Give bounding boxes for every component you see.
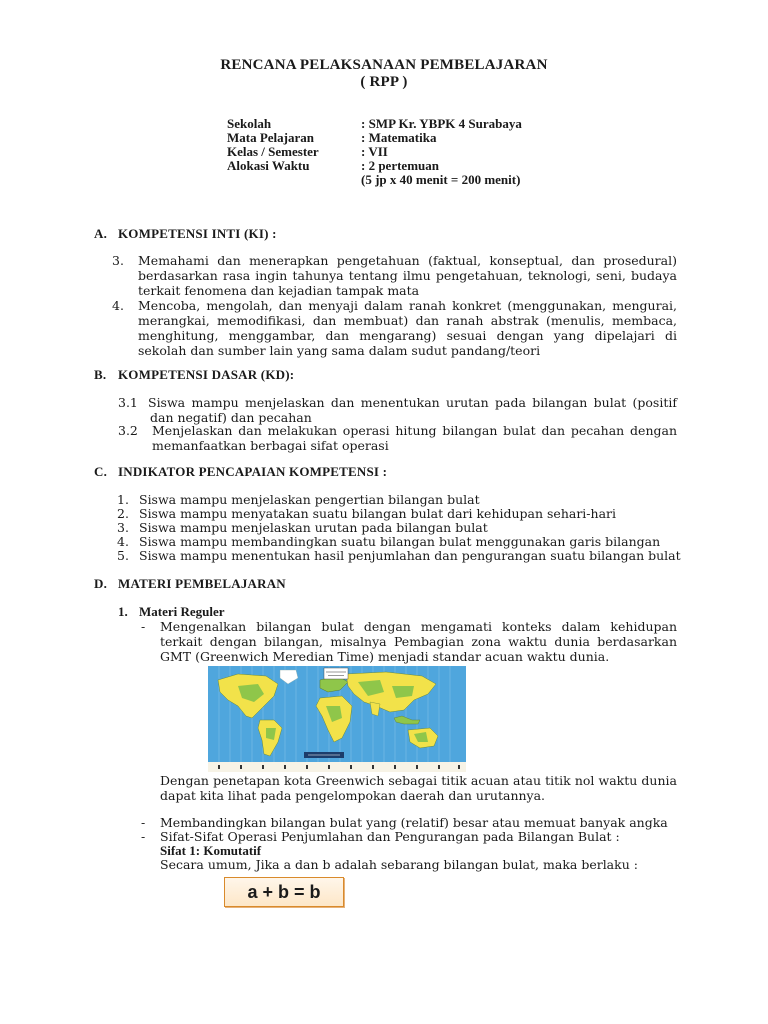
world-map-icon <box>208 666 466 772</box>
identity-value: : 2 pertemuan <box>361 158 439 173</box>
section-title: KOMPETENSI DASAR (KD): <box>118 367 295 382</box>
world-time-zone-map <box>208 666 466 772</box>
identity-value: : SMP Kr. YBPK 4 Surabaya <box>361 116 522 131</box>
indicator-text: Siswa mampu membandingkan suatu bilangan bulat menggunakan garis bilangan <box>139 534 661 549</box>
materi-bullet-text: Membandingkan bilangan bulat yang (relatif) besar atau memuat banyak angka <box>160 815 668 830</box>
ki-item-text: Mencoba, mengolah, dan menyaji dalam ranah konkret (menggunakan, mengurai, merangkai, memodifikasi, dan membuat) dan ranah abstrak (menulis, membaca, menghitung, menggambar, dan mengarang) sesuai dengan yang dipelajari di sekolah dan sumber lain yang sama dalam sudut pandang/teori <box>138 298 677 358</box>
document-title: RENCANA PELAKSANAAN PEMBELAJARAN <box>220 57 548 73</box>
bullet-dash: - <box>141 829 146 844</box>
section-title: INDIKATOR PENCAPAIAN KOMPETENSI : <box>118 464 388 479</box>
indicator-number: 1. <box>117 492 129 507</box>
bullet-dash: - <box>141 619 146 634</box>
map-caption: Dengan penetapan kota Greenwich sebagai titik acuan atau titik nol waktu dunia dapat kita lihat pada pengelompokan daerah dan urutannya. <box>160 773 677 803</box>
sifat-description: Secara umum, Jika a dan b adalah sebarang bilangan bulat, maka berlaku : <box>160 857 638 872</box>
section-a-heading <box>94 226 277 241</box>
indicator-text: Siswa mampu menjelaskan urutan pada bilangan bulat <box>139 520 488 535</box>
section-letter: A. <box>94 226 108 241</box>
materi-bullet-text: Mengenalkan bilangan bulat dengan mengamati konteks dalam kehidupan terkait dengan bilangan, misalnya Pembagian zona waktu dunia berdasarkan GMT (Greenwich Meredian Time) menjadi standar acuan waktu dunia. <box>160 619 677 664</box>
section-title: MATERI PEMBELAJARAN <box>118 576 286 591</box>
identity-value: (5 jp x 40 menit = 200 menit) <box>361 172 521 187</box>
indicator-text: Siswa mampu menentukan hasil penjumlahan dan pengurangan suatu bilangan bulat <box>139 548 681 563</box>
section-title: KOMPETENSI INTI (KI) : <box>118 226 277 241</box>
indicator-text: Siswa mampu menjelaskan pengertian bilangan bulat <box>139 492 480 507</box>
materi-number: 1. <box>118 604 128 619</box>
sifat-title: Sifat 1: Komutatif <box>160 843 262 858</box>
indicator-number: 2. <box>117 506 129 521</box>
indicator-number: 3. <box>117 520 129 535</box>
formula-box: a + b = b <box>224 877 344 907</box>
document-subtitle: ( RPP ) <box>360 74 408 90</box>
indicator-number: 4. <box>117 534 129 549</box>
identity-key: Kelas / Semester <box>227 144 319 159</box>
ki-number: 4. <box>112 298 124 313</box>
indicator-text: Siswa mampu menyatakan suatu bilangan bulat dari kehidupan sehari-hari <box>139 506 617 521</box>
identity-key: Alokasi Waktu <box>227 158 310 173</box>
materi-subtitle: Materi Reguler <box>139 604 225 619</box>
kd-item-text: Siswa mampu menjelaskan dan menentukan urutan pada bilangan bulat (positif dan negatif) dan pecahan <box>148 395 677 425</box>
kd-number: 3.1 <box>118 395 138 410</box>
indicator-number: 5. <box>117 548 129 563</box>
ki-number: 3. <box>112 253 124 268</box>
ki-item-text: Memahami dan menerapkan pengetahuan (faktual, konseptual, dan prosedural) berdasarkan rasa ingin tahunya tentang ilmu pengetahuan, teknologi, seni, budaya terkait fenomena dan kejadian tampak mata <box>138 253 677 298</box>
section-d-heading <box>94 576 286 591</box>
section-letter: D. <box>94 576 108 591</box>
identity-key: Mata Pelajaran <box>227 130 315 145</box>
identity-value: : VII <box>361 144 388 159</box>
section-letter: C. <box>94 464 108 479</box>
identity-key: Sekolah <box>227 116 272 131</box>
section-letter: B. <box>94 367 107 382</box>
bullet-dash: - <box>141 815 146 830</box>
kd-number: 3.2 <box>118 423 138 438</box>
section-c-heading <box>94 464 387 479</box>
kd-item-text: Menjelaskan dan melakukan operasi hitung bilangan bulat dan pecahan dengan memanfaatkan berbagai sifat operasi <box>152 423 677 453</box>
materi-bullet-text: Sifat-Sifat Operasi Penjumlahan dan Pengurangan pada Bilangan Bulat : <box>160 829 620 844</box>
identity-value: : Matematika <box>361 130 437 145</box>
section-b-heading <box>94 367 294 382</box>
